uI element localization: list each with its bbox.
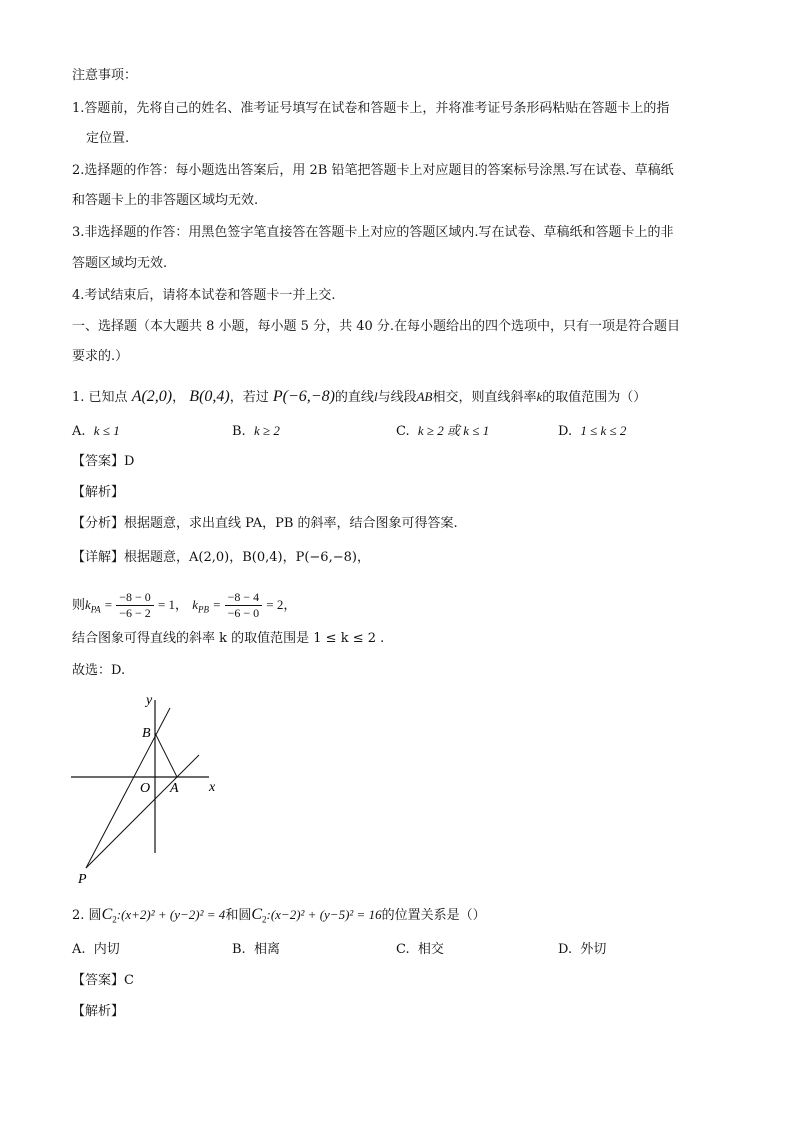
q2-option-a: A. 内切 — [72, 942, 120, 957]
q1-option-c: C. k ≥ 2 或 k ≤ 1 — [396, 423, 490, 439]
fraction-pa: $\frac{-8 - 0}{-6 - 2}$ — [116, 590, 154, 621]
q2-answer: 【答案】C — [72, 973, 134, 988]
section-heading-cont: 要求的.） — [72, 349, 129, 364]
notice-item-2-cont: 和答题卡上的非答题区域均无效. — [72, 193, 259, 208]
label-y: y — [146, 693, 153, 708]
fraction-pb: $\frac{-8 - 4}{-6 - 0}$ — [225, 590, 263, 621]
segment-ab — [155, 733, 177, 777]
notice-item-4: 4.考试结束后，请将本试卷和答题卡一并上交. — [72, 288, 336, 303]
label-x: x — [209, 780, 216, 795]
q2-option-b: B. 相离 — [232, 942, 280, 957]
q1-option-a: A. k ≤ 1 — [72, 423, 120, 439]
notice-item-2: 2.选择题的作答：每小题选出答案后，用 2B 铅笔把答题卡上对应题目的答案标号涂黑.写在试卷、草稿纸 — [72, 163, 674, 178]
q2-analysis-tag: 【解析】 — [72, 1004, 125, 1019]
q1-option-b: B. k ≥ 2 — [232, 423, 280, 439]
question-number: 1. — [72, 390, 85, 405]
notice-title: 注意事项： — [72, 68, 138, 83]
point-a: A(2,0) — [131, 388, 173, 405]
q1-answer: 【答案】D — [72, 454, 135, 469]
question-2-stem: 2. 圆$C_2:(x+2)^2 + (y-2)^2 = 4$和圆$C_2:(x-2)^2 + (y-5)^2 = 16$的位置关系是（） — [72, 906, 486, 925]
point-p: P(−6,−8) — [272, 388, 335, 405]
q1-xiangjie: 【详解】根据题意，A(2,0)，B(0,4)，P(−6,−8)， — [72, 550, 370, 565]
line-pb — [86, 708, 170, 868]
q2-option-d: D. 外切 — [558, 942, 607, 957]
label-p: P — [78, 872, 87, 887]
q1-fenxi: 【分析】根据题意，求出直线 PA，PB 的斜率，结合图象可得答案. — [72, 516, 458, 531]
circle-2-equation: :(x−2)² + (y−5)² = 16 — [266, 907, 382, 922]
q1-figure — [66, 688, 236, 888]
notice-item-1: 1.答题前，先将自己的姓名、准考证号填写在试卷和答题卡上，并将准考证号条形码粘贴在答题卡上的指 — [72, 101, 670, 116]
line-pa — [86, 755, 199, 868]
notice-item-3-cont: 答题区域均无效. — [72, 256, 168, 271]
notice-item-3: 3.非选择题的作答：用黑色签字笔直接答在答题卡上对应的答题区域内.写在试卷、草稿纸和答题卡上的非 — [72, 225, 674, 240]
question-1-stem: 1. 已知点 A(2,0)， B(0,4)，若过 P(−6,−8)的直线l与线段AB相交，则直线斜率k的取值范围为（） — [72, 388, 647, 405]
point-b: B(0,4) — [189, 388, 230, 405]
q2-option-c: C. 相交 — [396, 942, 444, 957]
q1-conclusion: 结合图象可得直线的斜率 k 的取值范围是 1 ≤ k ≤ 2 . — [72, 631, 385, 646]
q1-analysis-tag: 【解析】 — [72, 485, 125, 500]
q1-option-d: D. 1 ≤ k ≤ 2 — [558, 423, 627, 439]
question-number: 2. — [72, 908, 85, 923]
section-heading: 一、选择题（本大题共 8 小题，每小题 5 分，共 40 分.在每小题给出的四个选项中，只有一项是符合题目 — [72, 319, 681, 334]
circle-1-equation: :(x+2)² + (y−2)² = 4 — [116, 907, 226, 922]
q1-choose: 故选：D. — [72, 663, 126, 678]
label-b: B — [142, 726, 151, 741]
notice-item-1-cont: 定位置. — [86, 131, 130, 146]
label-a: A — [170, 781, 179, 796]
label-o: O — [140, 781, 151, 796]
q1-slope-calc: 则$k_{PA}$ = $\frac{-8 - 0}{-6 - 2}$ = 1， $k_{PB}$ = $\frac{-8 - 4}{-6 - 0}$ = 2， — [72, 590, 297, 620]
